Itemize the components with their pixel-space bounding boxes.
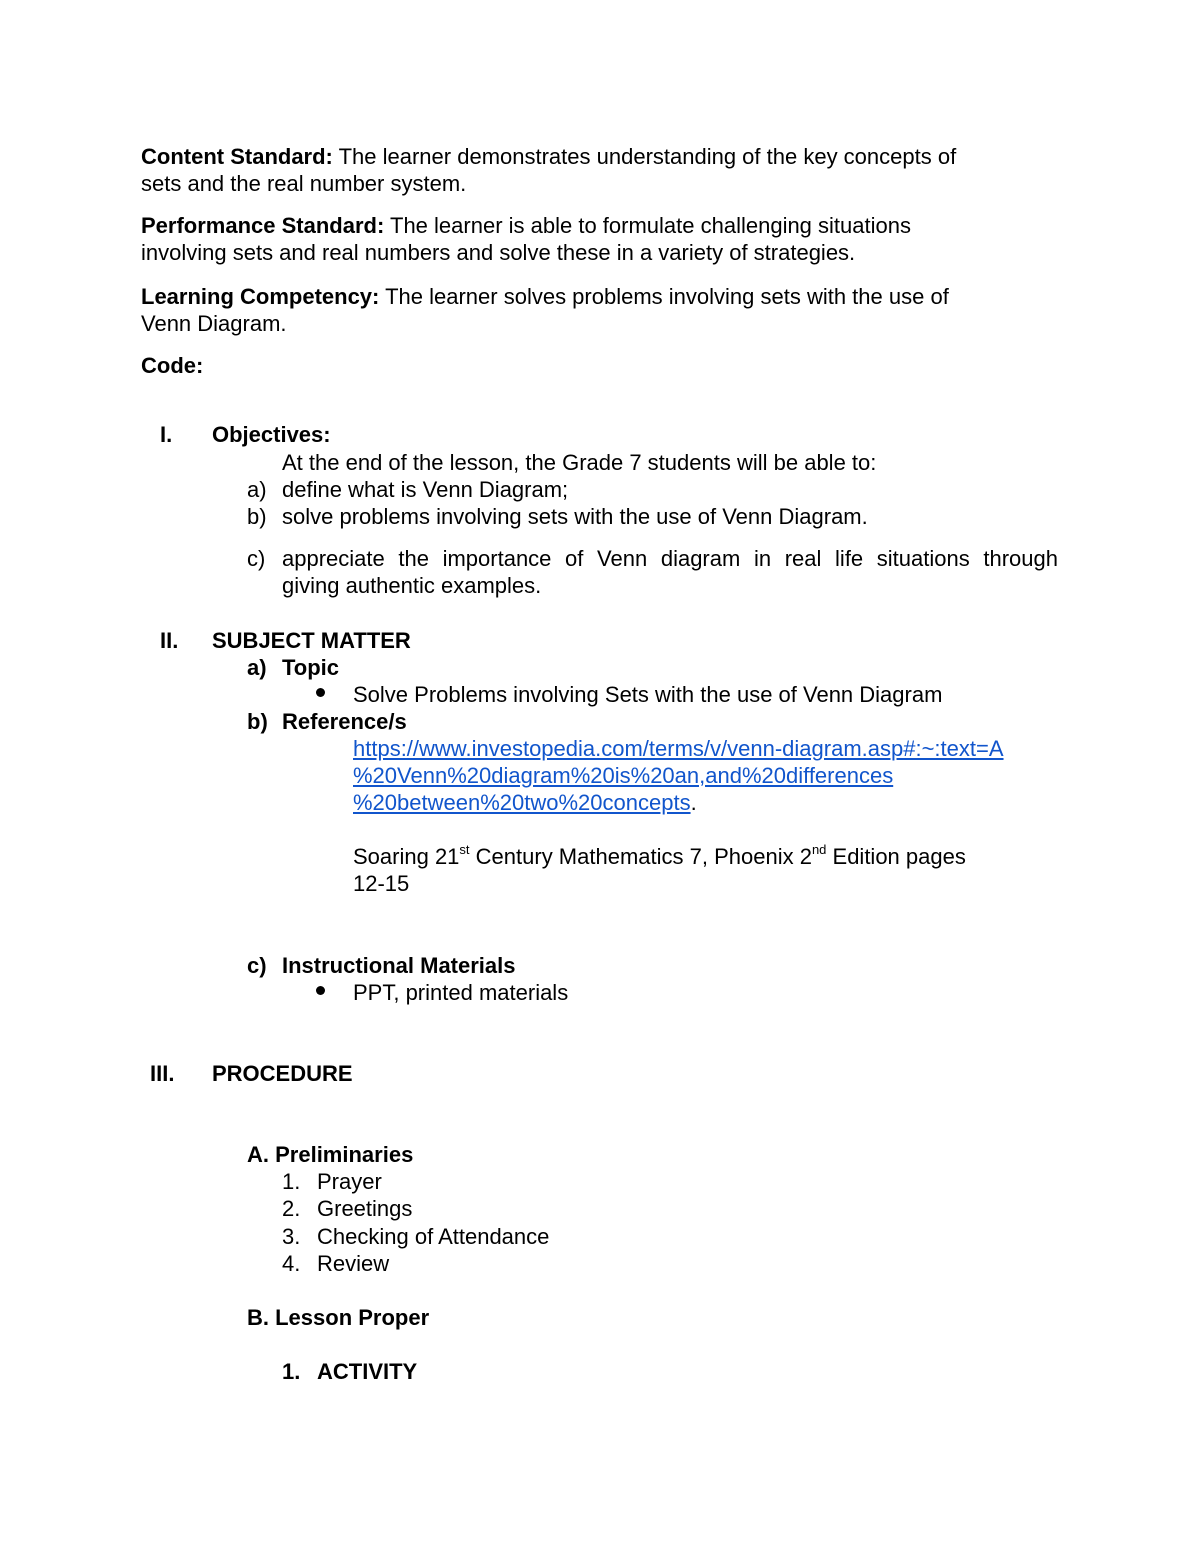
objective-letter-a: a) (247, 477, 267, 502)
book-sup-2: nd (811, 841, 827, 857)
prelim-item-greetings: Greetings (317, 1196, 413, 1221)
topic-item: Solve Problems involving Sets with the use of Venn Diagram (353, 682, 943, 707)
prelim-num-2: 2. (282, 1196, 301, 1221)
prelim-num-3: 3. (282, 1224, 301, 1249)
reference-letter: b) (247, 709, 268, 734)
reference-link-3[interactable]: %20between%20two%20concepts (353, 790, 691, 815)
objectives-numeral: I. (160, 422, 173, 447)
reference-label: Reference/s (282, 709, 407, 734)
book-sup-1: st (459, 841, 470, 857)
prelim-num-1: 1. (282, 1169, 301, 1194)
materials-letter: c) (247, 953, 267, 978)
book-text-3: Edition pages (826, 844, 966, 869)
objective-letter-b: b) (247, 504, 267, 529)
learning-competency-text: The learner solves problems involving sets with the use of (379, 284, 949, 309)
content-standard-text: The learner demonstrates understanding of the key concepts of (332, 144, 957, 169)
activity-label: ACTIVITY (317, 1359, 418, 1384)
topic-label: Topic (282, 655, 340, 680)
materials-item: PPT, printed materials (353, 980, 569, 1005)
reference-book-pages: 12-15 (353, 871, 410, 896)
learning-competency-line-1 (141, 283, 949, 310)
performance-standard-text: The learner is able to formulate challenging situations (384, 213, 911, 238)
reference-link-line-3 (353, 789, 697, 816)
learning-competency-label: Learning Competency: (141, 284, 380, 309)
topic-bullet-icon (316, 688, 325, 697)
reference-link-1[interactable]: https://www.investopedia.com/terms/v/venn-diagram.asp#:~:text=A (353, 736, 1004, 761)
objective-text-c: appreciate the importance of Venn diagram in real life situations through (282, 546, 1058, 571)
subject-matter-numeral: II. (160, 628, 179, 653)
objective-text-b: solve problems involving sets with the use of Venn Diagram. (282, 504, 868, 529)
performance-standard-line-1 (141, 212, 911, 239)
objective-text-a: define what is Venn Diagram; (282, 477, 569, 502)
preliminaries-label: A. Preliminaries (247, 1142, 414, 1167)
subject-matter-heading: SUBJECT MATTER (212, 628, 411, 653)
content-standard-label: Content Standard: (141, 144, 333, 169)
performance-standard-line-2: involving sets and real numbers and solve these in a variety of strategies. (141, 240, 856, 265)
reference-link-line-2 (353, 762, 893, 789)
objective-text-c-line-2: giving authentic examples. (282, 573, 542, 598)
materials-label: Instructional Materials (282, 953, 516, 978)
book-text-1: Soaring 21 (353, 844, 460, 869)
procedure-heading: PROCEDURE (212, 1061, 353, 1086)
book-text-2: Century Mathematics 7, Phoenix 2 (469, 844, 812, 869)
prelim-item-prayer: Prayer (317, 1169, 382, 1194)
reference-link-line-1 (353, 735, 1004, 762)
prelim-item-review: Review (317, 1251, 390, 1276)
reference-link-2[interactable]: %20Venn%20diagram%20is%20an,and%20differences (353, 763, 894, 788)
content-standard-line-2: sets and the real number system. (141, 171, 467, 196)
materials-bullet-icon (316, 986, 325, 995)
code-label: Code: (141, 353, 204, 378)
objective-letter-c: c) (247, 546, 266, 571)
lesson-proper-label: B. Lesson Proper (247, 1305, 430, 1330)
objectives-heading: Objectives: (212, 422, 331, 447)
procedure-numeral: III. (150, 1061, 175, 1086)
performance-standard-label: Performance Standard: (141, 213, 385, 238)
reference-link-period: . (690, 790, 697, 815)
prelim-item-attendance: Checking of Attendance (317, 1224, 550, 1249)
reference-book-line-1 (353, 843, 966, 870)
learning-competency-line-2: Venn Diagram. (141, 311, 287, 336)
prelim-num-4: 4. (282, 1251, 301, 1276)
topic-letter: a) (247, 655, 267, 680)
content-standard-line-1 (141, 143, 956, 170)
activity-num: 1. (282, 1359, 301, 1384)
objectives-intro: At the end of the lesson, the Grade 7 students will be able to: (282, 450, 877, 475)
